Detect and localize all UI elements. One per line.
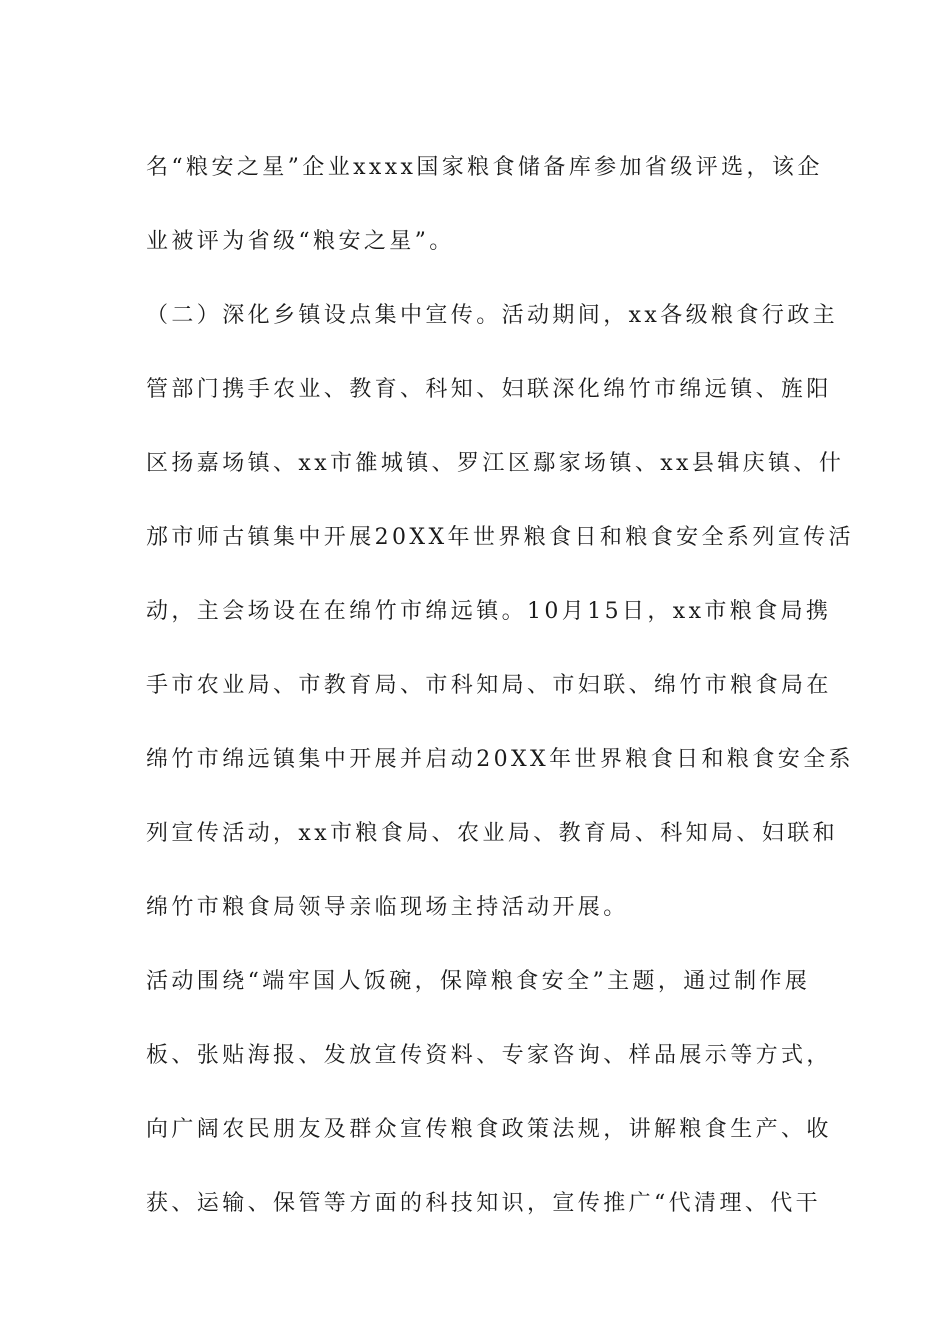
text-line: 手市农业局、市教育局、市科知局、市妇联、绵竹市粮食局在	[146, 673, 832, 698]
text-line: 业被评为省级“粮安之星”。	[146, 229, 455, 254]
text-line: 向广阔农民朋友及群众宣传粮食政策法规，讲解粮食生产、收	[146, 1117, 832, 1142]
body-text	[146, 131, 854, 1241]
text-line: 活动围绕“端牢国人饭碗，保障粮食安全”主题，通过制作展	[146, 969, 811, 994]
text-line: 获、运输、保管等方面的科技知识，宣传推广“代清理、代干	[146, 1191, 822, 1216]
text-line: （二）深化乡镇设点集中宣传。活动期间，xx各级粮食行政主	[146, 303, 839, 328]
text-line: 绵竹市粮食局领导亲临现场主持活动开展。	[146, 895, 629, 920]
text-line: 区扬嘉场镇、xx市雒城镇、罗江区鄢家场镇、xx县辑庆镇、什	[146, 451, 845, 476]
text-line: 动，主会场设在在绵竹市绵远镇。10月15日，xx市粮食局携	[146, 599, 832, 624]
text-line: 邡市师古镇集中开展20XX年世界粮食日和粮食安全系列宣传活	[146, 525, 854, 550]
text-line: 绵竹市绵远镇集中开展并启动20XX年世界粮食日和粮食安全系	[146, 747, 854, 772]
text-line: 名“粮安之星”企业xxxx国家粮食储备库参加省级评选，该企	[146, 155, 823, 180]
text-line: 列宣传活动，xx市粮食局、农业局、教育局、科知局、妇联和	[146, 821, 839, 846]
text-line: 管部门携手农业、教育、科知、妇联深化绵竹市绵远镇、旌阳	[146, 377, 832, 402]
text-line: 板、张贴海报、发放宣传资料、专家咨询、样品展示等方式，	[146, 1043, 832, 1068]
